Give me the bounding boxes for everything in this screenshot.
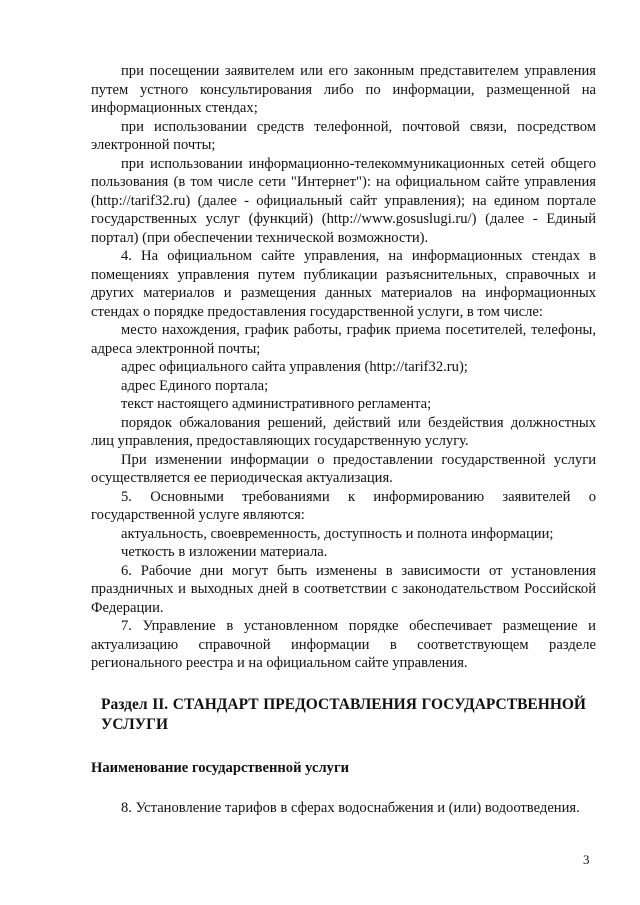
- list-item-appeal-procedure: порядок обжалования решений, действий или бездействия должностных лиц управления, предоставляющих государственную услугу.: [91, 414, 596, 449]
- paragraph-actualization: При изменении информации о предоставлении государственной услуги осуществляется ее периодическая актуализация.: [91, 451, 596, 486]
- paragraph-5: 5. Основными требованиями к информированию заявителей о государственной услуге являются:: [91, 488, 596, 523]
- paragraph-internet: при использовании информационно-телекоммуникационных сетей общего пользования (в том числе сети "Интернет"): на официальном сайте управления (http://tarif32.ru) (далее - официальный сайт управления); на едином портале государственных услуг (функций) (http://www.gosuslugi.ru/) (далее - Единый портал) (при обеспечении технической возможности).: [91, 155, 596, 246]
- paragraph-6: 6. Рабочие дни могут быть изменены в зависимости от установления праздничных и выходных дней в соответствии с законодательством Российской Федерации.: [91, 562, 596, 616]
- paragraph-7: 7. Управление в установленном порядке обеспечивает размещение и актуализацию справочной информации в соответствующем разделе регионального реестра и на официальном сайте управления.: [91, 618, 596, 671]
- list-item-portal-address: адрес Единого портала;: [121, 377, 269, 394]
- paragraph-8: 8. Установление тарифов в сферах водоснабжения и (или) водоотведения.: [121, 800, 580, 816]
- list-item-relevance: актуальность, своевременность, доступность и полнота информации;: [121, 525, 554, 542]
- list-item-regulation-text: текст настоящего административного регламента;: [121, 396, 432, 412]
- section-title: Раздел II. СТАНДАРТ ПРЕДОСТАВЛЕНИЯ ГОСУДАРСТВЕННОЙ УСЛУГИ: [101, 695, 586, 733]
- list-item-location: место нахождения, график работы, график приема посетителей, телефоны, адреса электронной почты;: [91, 322, 596, 357]
- page-number: 3: [583, 852, 590, 867]
- list-item-site-address: адрес официального сайта управления (http://tarif32.ru);: [121, 359, 468, 375]
- list-item-clarity: четкость в изложении материала.: [121, 544, 328, 560]
- subsection-title: Наименование государственной услуги: [91, 759, 349, 776]
- paragraph-phone-mail: при использовании средств телефонной, почтовой связи, посредством электронной почты;: [91, 118, 596, 153]
- paragraph-4: 4. На официальном сайте управления, на информационных стендах в помещениях управления путем публикации разъяснительных, справочных и других материалов и размещения данных материалов на информационных стендах о порядке предоставления государственной услуги, в том числе:: [91, 248, 596, 320]
- paragraph-visit: при посещении заявителем или его законным представителем управления путем устного консультирования либо по информации, размещенной на информационных стендах;: [91, 63, 596, 116]
- document-body: [91, 62, 596, 818]
